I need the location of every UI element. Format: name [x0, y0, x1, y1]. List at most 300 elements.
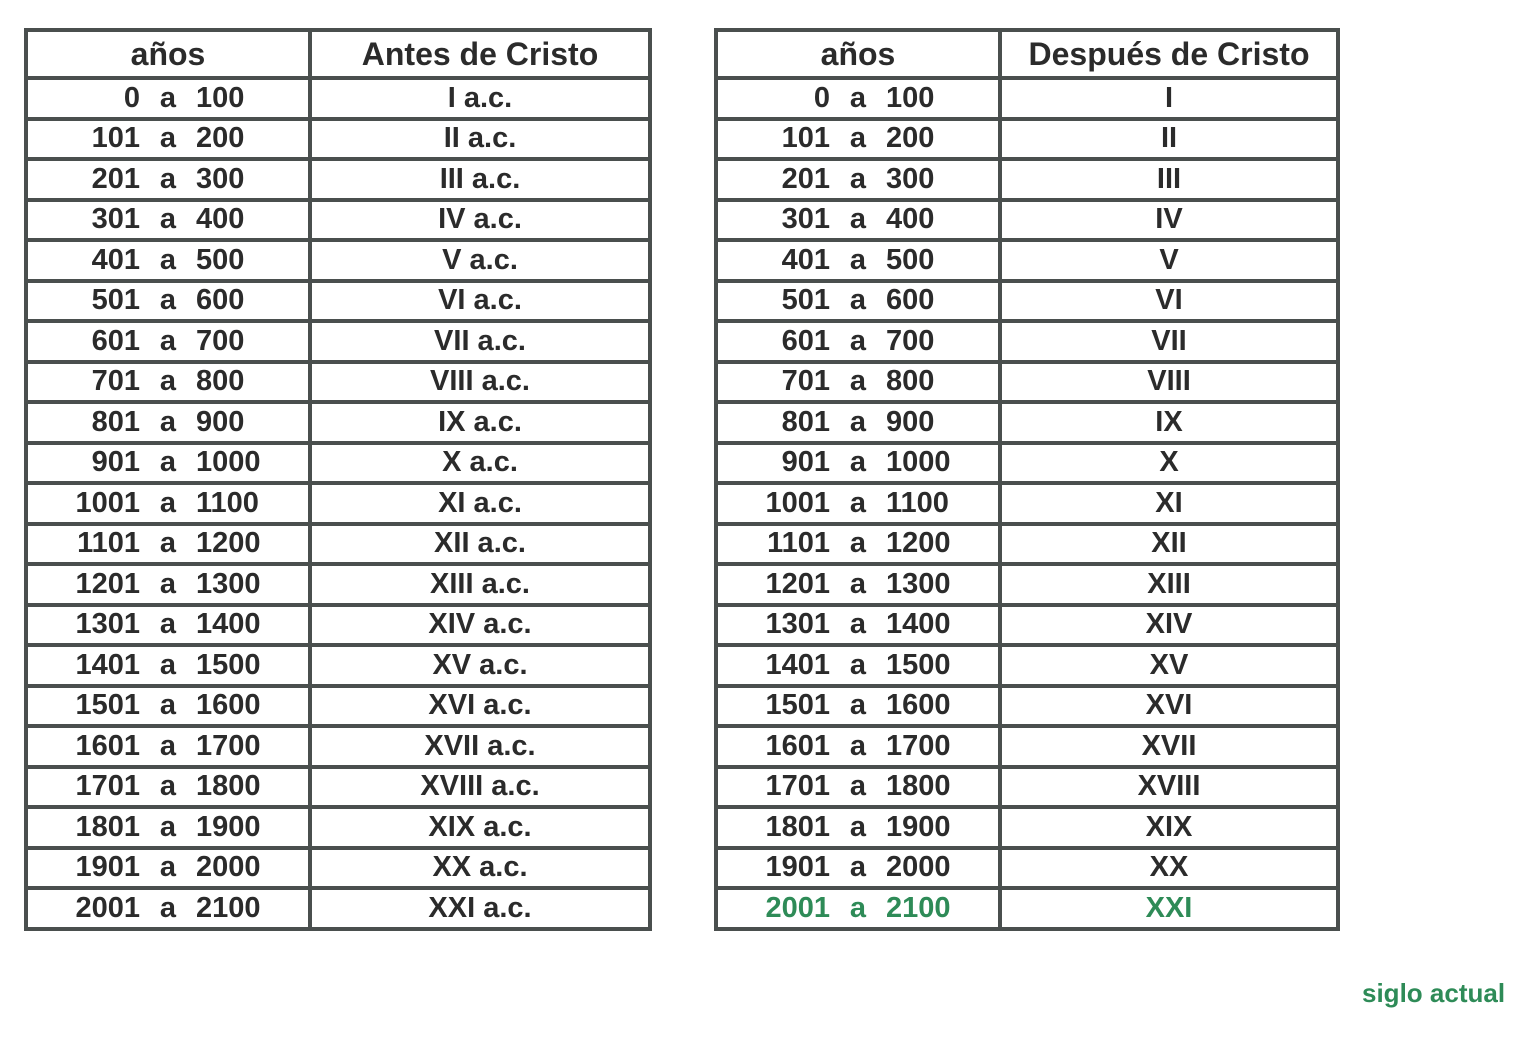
century-cell: V a.c. — [310, 240, 650, 281]
bc-header-row — [26, 30, 650, 78]
years-cell — [26, 483, 310, 524]
year-from: 101 — [91, 122, 140, 155]
year-range — [28, 892, 308, 925]
century-cell: I a.c. — [310, 78, 650, 119]
century-cell: IX — [1000, 402, 1338, 443]
years-cell — [716, 443, 1000, 484]
bc-century-table — [24, 28, 652, 931]
year-to: 2000 — [196, 851, 261, 884]
year-to: 1500 — [196, 648, 261, 681]
table-row — [26, 888, 650, 929]
table-row — [716, 78, 1338, 119]
year-separator: a — [159, 405, 177, 438]
year-separator: a — [159, 567, 177, 600]
year-to: 500 — [196, 243, 245, 276]
year-separator: a — [159, 729, 177, 762]
years-cell — [716, 281, 1000, 322]
year-from: 0 — [123, 81, 140, 114]
year-to: 1800 — [196, 770, 261, 803]
year-separator: a — [159, 122, 177, 155]
year-separator: a — [849, 284, 867, 317]
year-range — [28, 446, 308, 479]
table-row — [26, 78, 650, 119]
century-cell: XIII a.c. — [310, 564, 650, 605]
bc-header-century: Antes de Cristo — [310, 30, 650, 78]
year-to: 600 — [196, 284, 245, 317]
year-from: 501 — [91, 284, 140, 317]
year-range — [718, 851, 998, 884]
year-from: 1101 — [77, 527, 140, 560]
century-cell: XV a.c. — [310, 645, 650, 686]
year-separator: a — [159, 689, 177, 722]
table-row — [716, 848, 1338, 889]
bc-table-body — [26, 78, 650, 929]
century-cell: XIII — [1000, 564, 1338, 605]
year-range — [28, 406, 308, 439]
year-range — [28, 649, 308, 682]
table-row — [26, 767, 650, 808]
table-row — [716, 483, 1338, 524]
years-cell — [26, 524, 310, 565]
year-from: 1901 — [765, 851, 830, 884]
year-from: 1101 — [767, 527, 830, 560]
year-separator: a — [159, 608, 177, 641]
year-range — [718, 892, 998, 925]
years-cell — [26, 402, 310, 443]
table-row — [716, 888, 1338, 929]
year-to: 1200 — [886, 527, 951, 560]
year-separator: a — [849, 446, 867, 479]
year-range — [28, 244, 308, 277]
year-range — [28, 608, 308, 641]
years-cell — [716, 159, 1000, 200]
century-cell: XXI — [1000, 888, 1338, 929]
year-separator: a — [159, 365, 177, 398]
year-from: 1601 — [765, 729, 830, 762]
century-cell: II a.c. — [310, 119, 650, 160]
year-separator: a — [849, 608, 867, 641]
years-cell — [716, 524, 1000, 565]
year-range — [718, 770, 998, 803]
century-cell: IX a.c. — [310, 402, 650, 443]
years-cell — [26, 200, 310, 241]
year-from: 2001 — [75, 891, 140, 924]
years-cell — [716, 321, 1000, 362]
year-to: 1900 — [886, 810, 951, 843]
table-row — [716, 645, 1338, 686]
table-row — [26, 281, 650, 322]
century-cell: XX a.c. — [310, 848, 650, 889]
year-from: 1901 — [75, 851, 140, 884]
year-range — [28, 568, 308, 601]
year-separator: a — [849, 810, 867, 843]
year-to: 900 — [886, 405, 935, 438]
year-from: 1301 — [765, 608, 830, 641]
years-cell — [716, 605, 1000, 646]
table-row — [26, 848, 650, 889]
table-row — [26, 686, 650, 727]
year-from: 801 — [781, 405, 830, 438]
table-row — [26, 524, 650, 565]
year-range — [718, 811, 998, 844]
years-cell — [26, 605, 310, 646]
year-range — [28, 122, 308, 155]
year-separator: a — [849, 770, 867, 803]
century-cell: IV — [1000, 200, 1338, 241]
years-cell — [716, 807, 1000, 848]
year-to: 100 — [196, 81, 245, 114]
year-to: 2100 — [196, 891, 261, 924]
years-cell — [716, 362, 1000, 403]
years-cell — [26, 443, 310, 484]
year-range — [718, 487, 998, 520]
year-from: 901 — [781, 446, 830, 479]
year-separator: a — [159, 527, 177, 560]
year-to: 700 — [886, 324, 935, 357]
year-separator: a — [159, 324, 177, 357]
table-row — [716, 686, 1338, 727]
year-separator: a — [849, 324, 867, 357]
table-row — [716, 119, 1338, 160]
table-row — [716, 159, 1338, 200]
table-row — [26, 483, 650, 524]
table-row — [716, 281, 1338, 322]
table-row — [26, 321, 650, 362]
table-row — [716, 321, 1338, 362]
year-from: 1401 — [765, 648, 830, 681]
year-range — [718, 122, 998, 155]
year-to: 900 — [196, 405, 245, 438]
year-range — [718, 244, 998, 277]
century-cell: VIII a.c. — [310, 362, 650, 403]
century-cell: XVII a.c. — [310, 726, 650, 767]
years-cell — [26, 119, 310, 160]
years-cell — [26, 645, 310, 686]
century-cell: XII — [1000, 524, 1338, 565]
year-range — [718, 608, 998, 641]
year-separator: a — [159, 284, 177, 317]
century-cell: III — [1000, 159, 1338, 200]
years-cell — [716, 686, 1000, 727]
year-from: 701 — [781, 365, 830, 398]
year-separator: a — [159, 851, 177, 884]
years-cell — [716, 564, 1000, 605]
year-separator: a — [159, 770, 177, 803]
century-cell: XXI a.c. — [310, 888, 650, 929]
year-to: 1500 — [886, 648, 951, 681]
table-row — [26, 605, 650, 646]
year-from: 201 — [91, 162, 140, 195]
year-range — [28, 284, 308, 317]
years-cell — [26, 78, 310, 119]
year-separator: a — [159, 446, 177, 479]
year-to: 2000 — [886, 851, 951, 884]
year-range — [28, 527, 308, 560]
century-cell: VI a.c. — [310, 281, 650, 322]
year-from: 1201 — [765, 567, 830, 600]
century-cell: VII a.c. — [310, 321, 650, 362]
table-row — [716, 362, 1338, 403]
year-to: 200 — [886, 122, 935, 155]
bc-header-years: años — [26, 30, 310, 78]
years-cell — [26, 240, 310, 281]
year-from: 1201 — [75, 567, 140, 600]
year-to: 1800 — [886, 770, 951, 803]
year-range — [718, 406, 998, 439]
century-cell: XIV — [1000, 605, 1338, 646]
year-separator: a — [849, 162, 867, 195]
year-range — [28, 163, 308, 196]
table-row — [26, 443, 650, 484]
current-century-note: siglo actual — [1362, 978, 1506, 1008]
year-range — [28, 730, 308, 763]
century-cell: I — [1000, 78, 1338, 119]
year-to: 1100 — [196, 486, 259, 519]
year-separator: a — [849, 689, 867, 722]
year-from: 1001 — [75, 486, 140, 519]
year-from: 1601 — [75, 729, 140, 762]
ad-table-body — [716, 78, 1338, 929]
year-range — [28, 851, 308, 884]
century-cell: XVIII a.c. — [310, 767, 650, 808]
year-range — [28, 325, 308, 358]
years-cell — [26, 564, 310, 605]
year-range — [718, 446, 998, 479]
ad-header-century: Después de Cristo — [1000, 30, 1338, 78]
year-from: 901 — [91, 446, 140, 479]
year-separator: a — [159, 810, 177, 843]
years-cell — [26, 888, 310, 929]
year-to: 1900 — [196, 810, 261, 843]
years-cell — [716, 767, 1000, 808]
year-to: 1600 — [196, 689, 261, 722]
year-separator: a — [849, 81, 867, 114]
century-cell: II — [1000, 119, 1338, 160]
table-row — [26, 402, 650, 443]
year-from: 801 — [91, 405, 140, 438]
year-range — [718, 568, 998, 601]
year-to: 800 — [196, 365, 245, 398]
years-cell — [716, 888, 1000, 929]
table-row — [26, 362, 650, 403]
year-from: 0 — [813, 81, 830, 114]
table-row — [716, 200, 1338, 241]
years-cell — [26, 767, 310, 808]
years-cell — [26, 159, 310, 200]
year-separator: a — [849, 648, 867, 681]
century-cell: XVI — [1000, 686, 1338, 727]
year-to: 500 — [886, 243, 935, 276]
years-cell — [716, 200, 1000, 241]
year-from: 1501 — [75, 689, 140, 722]
table-row — [716, 726, 1338, 767]
year-to: 300 — [886, 162, 935, 195]
year-to: 1300 — [196, 567, 261, 600]
year-from: 1801 — [765, 810, 830, 843]
century-cell: XI a.c. — [310, 483, 650, 524]
year-separator: a — [159, 81, 177, 114]
century-cell: VIII — [1000, 362, 1338, 403]
year-separator: a — [849, 567, 867, 600]
year-separator: a — [849, 851, 867, 884]
year-range — [718, 365, 998, 398]
year-separator: a — [849, 122, 867, 155]
year-range — [28, 770, 308, 803]
year-to: 300 — [196, 162, 245, 195]
table-row — [26, 807, 650, 848]
year-separator: a — [159, 162, 177, 195]
years-cell — [716, 240, 1000, 281]
year-from: 201 — [781, 162, 830, 195]
year-to: 1000 — [196, 446, 261, 479]
year-separator: a — [159, 243, 177, 276]
year-range — [28, 811, 308, 844]
years-cell — [26, 848, 310, 889]
year-from: 2001 — [765, 891, 830, 924]
year-to: 800 — [886, 365, 935, 398]
years-cell — [716, 645, 1000, 686]
table-row — [26, 119, 650, 160]
year-separator: a — [849, 243, 867, 276]
century-cell: XV — [1000, 645, 1338, 686]
year-to: 1600 — [886, 689, 951, 722]
years-cell — [716, 848, 1000, 889]
table-row — [26, 645, 650, 686]
year-range — [718, 689, 998, 722]
table-row — [716, 605, 1338, 646]
years-cell — [716, 402, 1000, 443]
table-row — [26, 159, 650, 200]
year-range — [28, 82, 308, 115]
years-cell — [716, 78, 1000, 119]
century-cell: XIV a.c. — [310, 605, 650, 646]
year-separator: a — [159, 203, 177, 236]
century-cell: XVII — [1000, 726, 1338, 767]
year-to: 1400 — [196, 608, 261, 641]
year-separator: a — [159, 891, 177, 924]
years-cell — [716, 483, 1000, 524]
ad-century-table — [714, 28, 1340, 931]
years-cell — [26, 362, 310, 403]
year-from: 601 — [91, 324, 140, 357]
year-to: 200 — [196, 122, 245, 155]
year-to: 2100 — [886, 891, 951, 924]
years-cell — [26, 807, 310, 848]
years-cell — [716, 726, 1000, 767]
year-to: 100 — [886, 81, 935, 114]
year-range — [718, 527, 998, 560]
year-range — [718, 82, 998, 115]
year-separator: a — [849, 729, 867, 762]
years-cell — [26, 281, 310, 322]
table-row — [26, 200, 650, 241]
century-cell: VI — [1000, 281, 1338, 322]
table-row — [716, 807, 1338, 848]
table-row — [716, 564, 1338, 605]
century-cell: X — [1000, 443, 1338, 484]
year-to: 1700 — [196, 729, 261, 762]
year-separator: a — [849, 527, 867, 560]
year-from: 1801 — [75, 810, 140, 843]
year-separator: a — [849, 405, 867, 438]
table-row — [716, 443, 1338, 484]
years-cell — [26, 321, 310, 362]
year-range — [718, 730, 998, 763]
century-cell: XVIII — [1000, 767, 1338, 808]
table-row — [26, 240, 650, 281]
year-from: 1501 — [765, 689, 830, 722]
year-range — [718, 163, 998, 196]
century-cell: XX — [1000, 848, 1338, 889]
year-separator: a — [849, 365, 867, 398]
table-row — [26, 726, 650, 767]
year-to: 600 — [886, 284, 935, 317]
year-separator: a — [849, 486, 867, 519]
year-from: 701 — [91, 365, 140, 398]
century-cell: X a.c. — [310, 443, 650, 484]
years-cell — [26, 726, 310, 767]
year-from: 1701 — [75, 770, 140, 803]
year-to: 1300 — [886, 567, 951, 600]
year-from: 601 — [781, 324, 830, 357]
year-to: 1100 — [886, 486, 949, 519]
year-separator: a — [849, 891, 867, 924]
year-to: 1400 — [886, 608, 951, 641]
year-to: 400 — [886, 203, 935, 236]
year-range — [718, 649, 998, 682]
table-row — [716, 402, 1338, 443]
year-from: 1001 — [765, 486, 830, 519]
century-cell: XIX a.c. — [310, 807, 650, 848]
year-separator: a — [159, 486, 177, 519]
year-range — [718, 284, 998, 317]
century-cell: V — [1000, 240, 1338, 281]
year-to: 1200 — [196, 527, 261, 560]
year-range — [718, 325, 998, 358]
year-from: 301 — [91, 203, 140, 236]
century-cell: VII — [1000, 321, 1338, 362]
year-separator: a — [159, 648, 177, 681]
year-from: 401 — [781, 243, 830, 276]
year-range — [28, 689, 308, 722]
ad-header-row — [716, 30, 1338, 78]
year-from: 1401 — [75, 648, 140, 681]
century-cell: XII a.c. — [310, 524, 650, 565]
century-cell: XIX — [1000, 807, 1338, 848]
century-cell: IV a.c. — [310, 200, 650, 241]
century-cell: XVI a.c. — [310, 686, 650, 727]
century-cell: XI — [1000, 483, 1338, 524]
century-cell: III a.c. — [310, 159, 650, 200]
year-from: 501 — [781, 284, 830, 317]
ad-header-years: años — [716, 30, 1000, 78]
table-row — [716, 240, 1338, 281]
year-range — [28, 203, 308, 236]
year-from: 101 — [781, 122, 830, 155]
year-from: 301 — [781, 203, 830, 236]
year-from: 1301 — [75, 608, 140, 641]
year-to: 1700 — [886, 729, 951, 762]
year-to: 1000 — [886, 446, 951, 479]
year-from: 401 — [91, 243, 140, 276]
years-cell — [26, 686, 310, 727]
year-range — [28, 365, 308, 398]
year-separator: a — [849, 203, 867, 236]
table-row — [26, 564, 650, 605]
table-row — [716, 524, 1338, 565]
year-from: 1701 — [765, 770, 830, 803]
year-range — [28, 487, 308, 520]
